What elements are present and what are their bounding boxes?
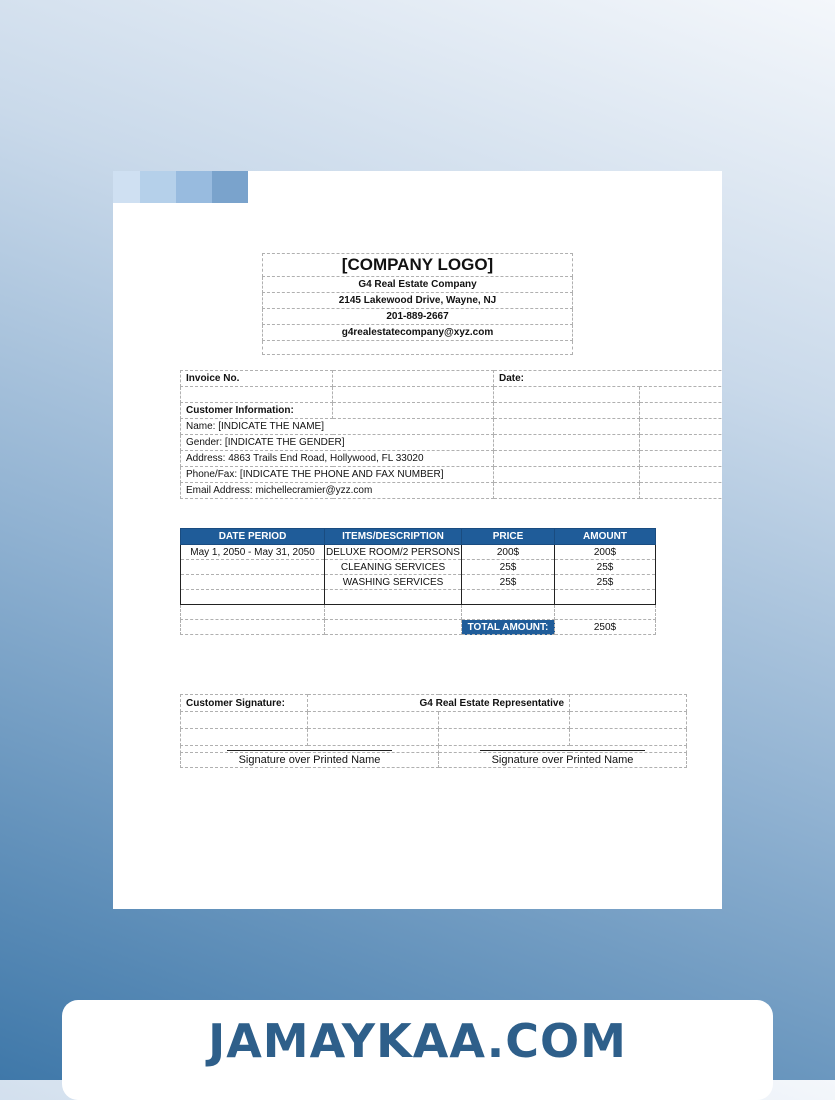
cell-price: 25$ [462, 575, 555, 590]
invoice-no-label: Invoice No. [181, 371, 333, 387]
header-color-strip [176, 171, 212, 203]
customer-gender: Gender: [INDICATE THE GENDER] [181, 435, 494, 451]
blank-row [263, 341, 573, 355]
company-header [262, 253, 573, 355]
signature-table [180, 694, 687, 768]
cell-period [181, 575, 325, 590]
customer-phone-fax: Phone/Fax: [INDICATE THE PHONE AND FAX NUMBER] [181, 467, 494, 483]
date-label: Date: [494, 371, 723, 387]
header-color-strip [113, 171, 140, 203]
cell-price: 25$ [462, 560, 555, 575]
customer-signature-label: Customer Signature: [181, 695, 308, 712]
header-items-description: ITEMS/DESCRIPTION [325, 529, 462, 545]
company-email: g4realestatecompany@xyz.com [263, 325, 573, 341]
customer-address: Address: 4863 Trails End Road, Hollywood, FL 33020 [181, 451, 494, 467]
company-address: 2145 Lakewood Drive, Wayne, NJ [263, 293, 573, 309]
cell-description: CLEANING SERVICES [325, 560, 462, 575]
footer-banner [62, 1000, 773, 1100]
customer-name: Name: [INDICATE THE NAME] [181, 419, 494, 435]
total-row [181, 620, 656, 635]
cell-period: May 1, 2050 - May 31, 2050 [181, 545, 325, 560]
cell-description: DELUXE ROOM/2 PERSONS [326, 546, 460, 558]
total-amount-value: 250$ [555, 620, 656, 635]
brand-watermark: JAMAYKAA.COM [208, 1014, 627, 1068]
cell-amount: 25$ [555, 560, 656, 575]
table-row [181, 590, 656, 605]
company-phone: 201-889-2667 [263, 309, 573, 325]
header-price: PRICE [462, 529, 555, 545]
total-amount-label: TOTAL AMOUNT: [462, 620, 555, 635]
signature-line-right [439, 746, 687, 753]
header-color-strip [140, 171, 176, 203]
header-color-strip [212, 171, 248, 203]
signature-caption-left: Signature over Printed Name [181, 753, 439, 768]
table-row [181, 545, 656, 560]
signature-caption-right: Signature over Printed Name [439, 753, 687, 768]
table-row [181, 575, 656, 590]
customer-info-label: Customer Information: [181, 403, 333, 419]
invoice-no-value[interactable] [333, 371, 494, 387]
header-date-period: DATE PERIOD [181, 529, 325, 545]
company-name: G4 Real Estate Company [263, 277, 573, 293]
signature-line-left [181, 746, 439, 753]
table-row [181, 560, 656, 575]
invoice-sheet [113, 171, 722, 909]
company-logo: [COMPANY LOGO] [263, 254, 573, 277]
representative-label: G4 Real Estate Representative [308, 695, 570, 712]
items-table [180, 528, 656, 635]
header-amount: AMOUNT [555, 529, 656, 545]
cell-amount: 200$ [555, 545, 656, 560]
customer-info-table [180, 370, 722, 499]
customer-email: Email Address: michellecramier@yzz.com [181, 483, 494, 499]
cell-period [181, 560, 325, 575]
cell-price: 200$ [462, 545, 555, 560]
cell-description: WASHING SERVICES [325, 575, 462, 590]
cell-amount: 25$ [555, 575, 656, 590]
